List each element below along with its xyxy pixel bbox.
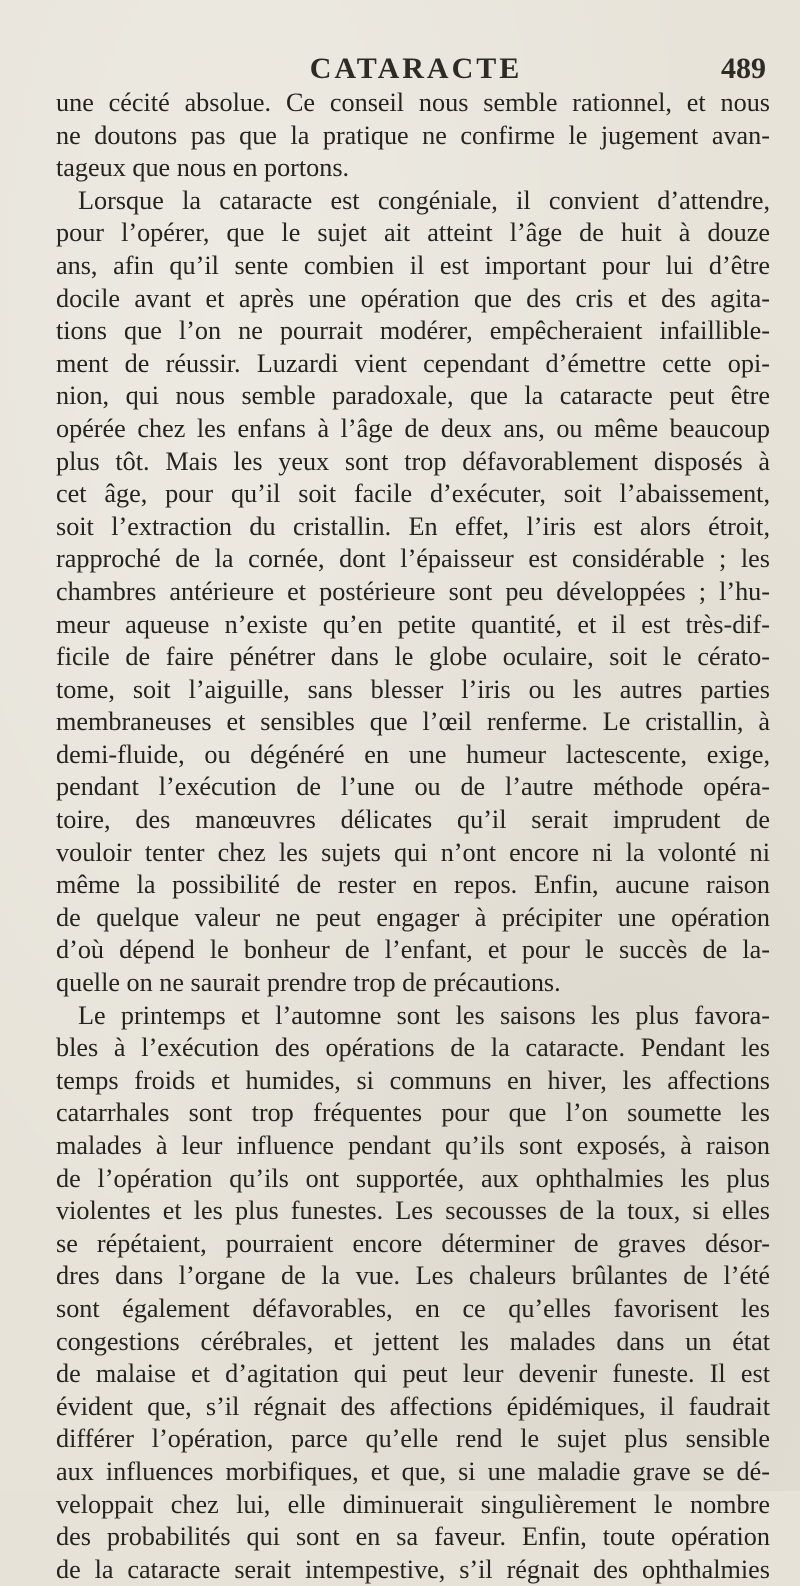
text-line: toire, des manœuvres délicates qu’il serait imprudent de <box>56 805 770 835</box>
text-line: dres dans l’organe de la vue. Les chaleurs brûlantes de l’été <box>56 1261 770 1291</box>
body-text <box>56 87 770 1586</box>
text-line: Lorsque la cataracte est congéniale, il convient d’attendre, <box>78 185 770 215</box>
text-line: différer l’opération, parce qu’elle rend le sujet plus sensible <box>56 1424 770 1454</box>
text-line: tions que l’on ne pourrait modérer, empêcheraient infaillible- <box>56 316 770 346</box>
text-line: ans, afin qu’il sente combien il est important pour lui d’être <box>56 250 770 280</box>
running-head <box>60 52 772 92</box>
text-line: congestions cérébrales, et jettent les malades dans un état <box>56 1326 770 1356</box>
text-line: rapproché de la cornée, dont l’épaisseur est considérable ; les <box>56 544 770 574</box>
text-line: d’où dépend le bonheur de l’enfant, et pour le succès de la- <box>56 935 770 965</box>
text-line: ficile de faire pénétrer dans le globe oculaire, soit le cérato- <box>56 642 770 672</box>
text-line: violentes et les plus funestes. Les secousses de la toux, si elles <box>56 1196 770 1226</box>
text-line: pour l’opérer, que le sujet ait atteint l’âge de huit à douze <box>56 218 770 248</box>
text-line: Le printemps et l’automne sont les saisons les plus favora- <box>78 1000 770 1030</box>
text-line: catarrhales sont trop fréquentes pour que l’on soumette les <box>56 1098 770 1128</box>
text-line: se répétaient, pourraient encore déterminer de graves désor- <box>56 1228 770 1258</box>
text-line: sont également défavorables, en ce qu’elles favorisent les <box>56 1293 770 1323</box>
text-line: temps froids et humides, si communs en hiver, les affections <box>56 1065 770 1095</box>
text-line: cet âge, pour qu’il soit facile d’exécuter, soit l’abaissement, <box>56 479 770 509</box>
text-line: veloppait chez lui, elle diminuerait singulièrement le nombre <box>56 1489 770 1519</box>
text-line: ment de réussir. Luzardi vient cependant d’émettre cette opi- <box>56 348 770 378</box>
text-line: meur aqueuse n’existe qu’en petite quantité, et il est très-dif- <box>56 609 770 639</box>
text-line: ne doutons pas que la pratique ne confirme le jugement avan- <box>56 120 770 150</box>
page-number: 489 <box>721 52 766 85</box>
text-line: une cécité absolue. Ce conseil nous semble rationnel, et nous <box>56 88 770 117</box>
text-line: tageux que nous en portons. <box>56 153 350 183</box>
text-line: aux influences morbifiques, et que, si une maladie grave se dé- <box>56 1456 770 1486</box>
text-line: opérée chez les enfans à l’âge de deux ans, ou même beaucoup <box>56 413 770 443</box>
text-line: de l’opération qu’ils ont supportée, aux ophthalmies les plus <box>56 1163 770 1193</box>
text-line: malades à leur influence pendant qu’ils sont exposés, à raison <box>56 1131 770 1160</box>
text-line: de quelque valeur ne peut engager à précipiter une opération <box>56 902 770 932</box>
text-line: tome, soit l’aiguille, sans blesser l’iris ou les autres parties <box>56 674 770 704</box>
text-line: vouloir tenter chez les sujets qui n’ont encore ni la volonté ni <box>56 837 770 867</box>
text-line: chambres antérieure et postérieure sont peu développées ; l’hu- <box>56 576 770 606</box>
text-line: pendant l’exécution de l’une ou de l’autre méthode opéra- <box>56 772 770 802</box>
running-title: CATARACTE <box>309 52 523 85</box>
text-line: plus tôt. Mais les yeux sont trop défavorablement disposés à <box>56 446 770 476</box>
text-line: soit l’extraction du cristallin. En effet, l’iris est alors étroit, <box>56 511 770 541</box>
text-line: de malaise et d’agitation qui peut leur devenir funeste. Il est <box>56 1359 770 1389</box>
text-line: nion, qui nous semble paradoxale, que la cataracte peut être <box>56 381 770 411</box>
text-line: évident que, s’il régnait des affections épidémiques, il faudrait <box>56 1391 770 1421</box>
text-line: demi-fluide, ou dégénéré en une humeur lactescente, exige, <box>56 739 770 769</box>
text-line: de la cataracte serait intempestive, s’il régnait des ophthalmies <box>56 1554 770 1584</box>
text-line: docile avant et après une opération que des cris et des agita- <box>56 283 770 313</box>
text-line: des probabilités qui sont en sa faveur. Enfin, toute opération <box>56 1522 770 1552</box>
text-line: bles à l’exécution des opérations de la cataracte. Pendant les <box>56 1033 770 1063</box>
text-line: même la possibilité de rester en repos. Enfin, aucune raison <box>56 870 770 900</box>
text-line: quelle on ne saurait prendre trop de précautions. <box>56 968 561 998</box>
text-line: membraneuses et sensibles que l’œil renferme. Le cristallin, à <box>56 707 770 737</box>
